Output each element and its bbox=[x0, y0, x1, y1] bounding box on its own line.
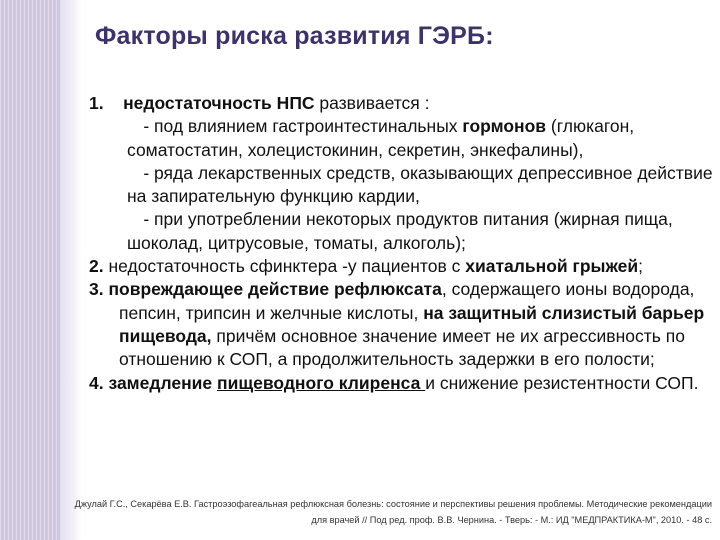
item-3-number: 3. bbox=[89, 279, 104, 300]
item-4-underlined: пищеводного клиренса bbox=[217, 372, 426, 393]
item-1-heading: недостаточность НПС bbox=[123, 93, 315, 113]
item-4-number: 4. bbox=[89, 372, 104, 393]
item-1-sub-1 bbox=[89, 115, 714, 162]
item-4-text: и снижение резистентности СОП. bbox=[425, 372, 699, 393]
list-item-2 bbox=[89, 255, 714, 278]
item-1-sub-1-bold: гормонов bbox=[462, 116, 547, 137]
reference-footnote: Джулай Г.С., Секарёва Е.В. Гастроэзофагеальная рефлюксная болезнь: состояние и перспективы решения проблемы. Методические рекомендации для врачей // Под ред. проф. В.В. Чернина. - Тверь: - М.: ИД "МЕДПРАКТИКА-М", 2010. - 48 с. bbox=[74, 499, 712, 525]
item-1-number: 1. bbox=[89, 93, 104, 113]
item-1-sub-3 bbox=[89, 208, 714, 255]
item-2-number: 2. bbox=[89, 256, 104, 277]
item-2-end: ; bbox=[638, 256, 644, 277]
item-3-text-2: причём основное значение имеет не их агрессивность по отношению к СОП, а продолжительность задержки в его полости; bbox=[119, 325, 685, 370]
item-1-sub-1-suffix: (глюкагон, соматостатин, холецистокинин, секретин, энкефалины), bbox=[127, 116, 635, 160]
slide-content bbox=[89, 92, 714, 395]
item-3-bold: на защитный слизистый барьер пищевода, bbox=[119, 302, 705, 346]
item-3-heading: повреждающее действие рефлюксата bbox=[103, 279, 442, 300]
decorative-side-stripe bbox=[60, 0, 82, 540]
item-4-heading: замедление bbox=[103, 372, 218, 393]
item-1-sub-2 bbox=[89, 162, 714, 209]
item-2-text: недостаточность сфинктера -у пациентов с bbox=[103, 256, 466, 277]
item-1-sub-3-text: - при употреблении некоторых продуктов питания (жирная пища, шоколад, цитрусовые, томаты, алкоголь); bbox=[127, 209, 673, 253]
item-3-text: , содержащего ионы водорода, пепсин, трипсин и желчные кислоты, bbox=[119, 279, 695, 323]
list-item-1 bbox=[89, 92, 714, 115]
item-1-sub-2-text: - ряда лекарственных средств, оказывающих депрессивное действие на запирательную функцию кардии, bbox=[127, 162, 713, 207]
slide-title: Факторы риска развития ГЭРБ: bbox=[95, 22, 494, 50]
item-2-bold: хиатальной грыжей bbox=[465, 256, 639, 277]
list-item-4 bbox=[89, 372, 714, 395]
list-item-3 bbox=[89, 278, 714, 371]
item-1-text: развивается : bbox=[314, 93, 430, 113]
item-1-sub-1-text: - под влиянием гастроинтестинальных bbox=[143, 116, 463, 137]
